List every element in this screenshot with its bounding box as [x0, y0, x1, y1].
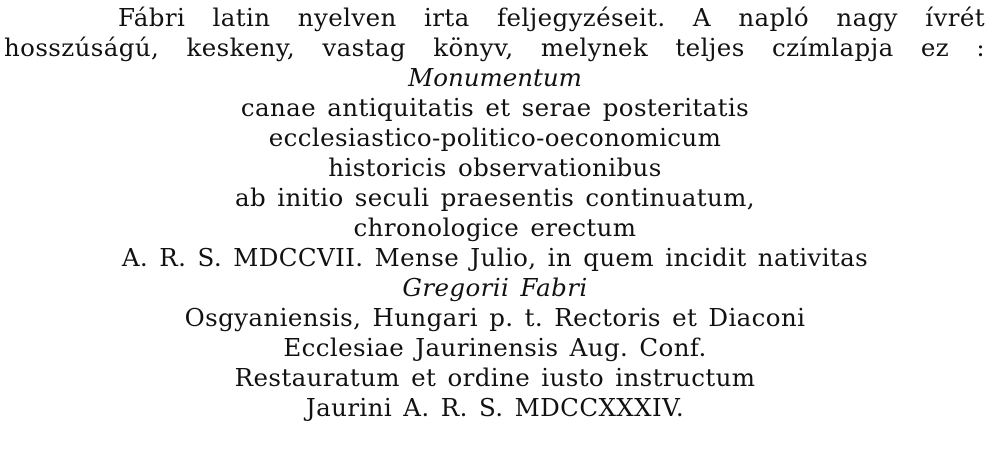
intro-line-2: hosszúságú, keskeny, vastag könyv, melynek teljes czímlapja ez :: [4, 33, 985, 62]
title-page-block: [0, 63, 1006, 423]
title-line-7: Osgyaniensis, Hungari p. t. Rectoris et Diaconi: [184, 303, 806, 332]
title-line-1: canae antiquitatis et serae posteritatis: [240, 93, 750, 122]
title-line-8: Ecclesiae Jaurinensis Aug. Conf.: [283, 333, 707, 362]
title-line-5: chronologice erectum: [353, 213, 637, 242]
title-line-10: Jaurini A. R. S. MDCCXXXIV.: [305, 393, 685, 422]
title-line-3: historicis observationibus: [328, 153, 662, 182]
title-line-4: ab initio seculi praesentis continuatum,: [235, 183, 755, 212]
title-heading: Monumentum: [408, 63, 582, 92]
title-line-2: ecclesiastico-politico-oeconomicum: [268, 123, 722, 152]
title-author: Gregorii Fabri: [402, 273, 588, 302]
title-line-9: Restauratum et ordine iusto instructum: [234, 363, 756, 392]
intro-paragraph: [0, 0, 1006, 63]
title-line-6: A. R. S. MDCCVII. Mense Julio, in quem incidit nativitas: [121, 243, 869, 272]
intro-line-1: Fábri latin nyelven irta feljegyzéseit. A napló nagy ívrét: [118, 3, 985, 32]
